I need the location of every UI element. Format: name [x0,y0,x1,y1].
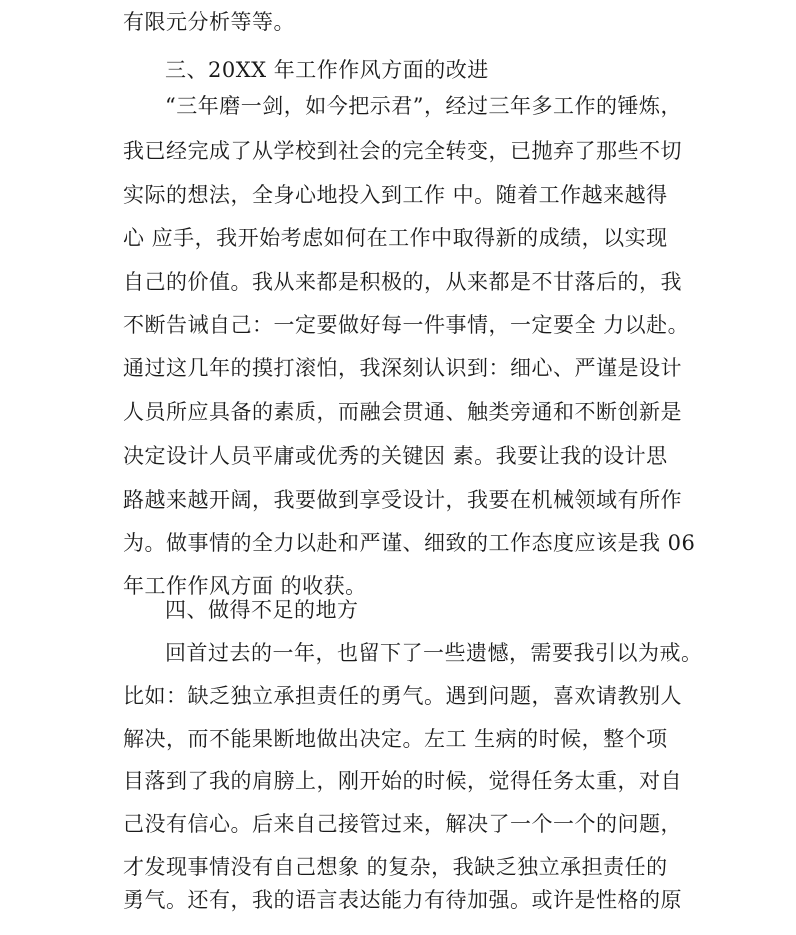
text-line: 勇气。还有，我的语言表达能力有待加强。或许是性格的原 [123,888,682,912]
text-line: 自己的价值。我从来都是积极的，从来都是不甘落后的，我 [123,270,682,294]
text-line: 己没有信心。后来自己接管过来，解决了一个一个的问题， [123,812,682,836]
text-line: 不断告诫自己：一定要做好每一件事情，一定要全 力以赴。 [123,313,690,337]
text-line: 我已经完成了从学校到社会的完全转变，已抛弃了那些不切 [123,139,682,163]
text-line: 人员所应具备的素质，而融会贯通、触类旁通和不断创新是 [123,400,682,424]
text-line: 通过这几年的摸打滚怕，我深刻认识到：细心、严谨是设计 [123,356,682,380]
text-line: 回首过去的一年，也留下了一些遗憾，需要我引以为戒。 [165,641,703,665]
text-line: 路越来越开阔，我要做到享受设计，我要在机械领域有所作 [123,488,682,512]
text-line: 实际的想法，全身心地投入到工作 中。随着工作越来越得 [123,183,668,207]
text-line: 心 应手，我开始考虑如何在工作中取得新的成绩，以实现 [123,226,668,250]
text-line: 解决，而不能果断地做出决定。左工 生病的时候，整个项 [123,727,668,751]
text-line: 为。做事情的全力以赴和严谨、细致的工作态度应该是我 06 [123,531,696,555]
section-heading: 三、20XX 年工作作风方面的改进 [165,58,489,82]
text-line: 决定设计人员平庸或优秀的关键因 素。我要让我的设计思 [123,444,668,468]
text-line: 有限元分析等等。 [123,10,295,34]
text-line: 才发现事情没有自己想象 的复杂，我缺乏独立承担责任的 [123,855,668,879]
text-line: 目落到了我的肩膀上，刚开始的时候，觉得任务太重，对自 [123,769,682,793]
section-heading: 四、做得不足的地方 [165,598,359,622]
text-line: 比如：缺乏独立承担责任的勇气。遇到问题，喜欢请教别人 [123,684,682,708]
text-line: 年工作作风方面 的收获。 [123,574,367,598]
text-line: “三年磨一剑，如今把示君”，经过三年多工作的锤炼， [165,94,682,118]
